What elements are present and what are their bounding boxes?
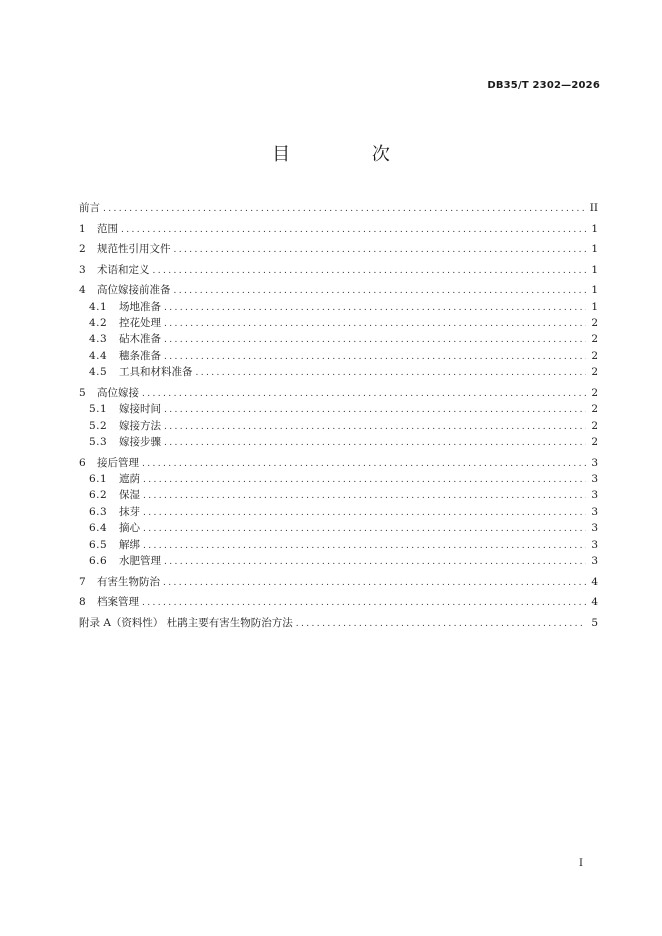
toc-entry-page: 2 <box>591 349 598 362</box>
toc-entry-label: 嫁接步骤 <box>119 436 161 449</box>
document-code: DB35/T 2302—2026 <box>487 80 600 91</box>
toc-entry-label: 抹芽 <box>119 505 140 518</box>
toc-dot-leader <box>164 319 586 329</box>
toc-dot-leader <box>164 438 586 448</box>
toc-entry-page: 2 <box>591 366 598 379</box>
toc-entry-label: 有害生物防治 <box>97 575 160 588</box>
toc-entry[interactable] <box>79 221 598 237</box>
toc-entry[interactable] <box>79 553 598 569</box>
toc-entry-label: 穗条准备 <box>119 349 161 362</box>
toc-dot-leader <box>164 405 586 415</box>
toc-entry-label: 保湿 <box>119 489 140 502</box>
toc-entry-number: 6.3 <box>89 505 108 518</box>
toc-entry[interactable] <box>79 200 598 216</box>
toc-entry-label: 嫁接方法 <box>119 419 161 432</box>
toc-entry-page: 2 <box>591 333 598 346</box>
toc-entry-page: 1 <box>591 243 598 256</box>
toc-entry-page: 2 <box>591 386 598 399</box>
toc-entry[interactable] <box>79 455 598 471</box>
toc-entry-number: 6.4 <box>89 522 108 535</box>
toc-entry-number: 1 <box>79 222 86 235</box>
toc-entry[interactable] <box>79 282 598 298</box>
toc-entry-page: 3 <box>591 538 598 551</box>
toc-dot-leader <box>143 524 586 534</box>
toc-dot-leader <box>164 335 586 345</box>
toc-dot-leader <box>164 557 586 567</box>
toc-entry-number: 4.4 <box>89 349 108 362</box>
toc-entry-label: 控花处理 <box>119 317 161 330</box>
toc-dot-leader <box>142 389 586 399</box>
toc-entry-page: 2 <box>591 419 598 432</box>
toc-entry-page: 4 <box>591 596 598 609</box>
toc-entry-page: 1 <box>591 263 598 276</box>
toc-dot-leader <box>143 508 586 518</box>
toc-entry-label: 术语和定义 <box>97 263 150 276</box>
toc-entry-page: 3 <box>591 489 598 502</box>
toc-entry-number: 5.2 <box>89 419 108 432</box>
toc-entry-page: 4 <box>591 575 598 588</box>
toc-entry-number: 6.2 <box>89 489 108 502</box>
toc-dot-leader <box>143 541 586 551</box>
toc-entry[interactable] <box>79 537 598 553</box>
toc-entry-label: 摘心 <box>119 522 140 535</box>
toc-dot-leader <box>142 459 586 469</box>
toc-entry-page: 1 <box>591 222 598 235</box>
toc-entry-number: 6.1 <box>89 472 108 485</box>
toc-entry[interactable] <box>79 594 598 610</box>
toc-entry-number: 2 <box>79 243 86 256</box>
toc-entry-number: 4 <box>79 284 86 297</box>
toc-entry-page: 5 <box>591 616 598 629</box>
toc-entry-label: 水肥管理 <box>119 554 161 567</box>
toc-title: 目 次 <box>272 144 428 165</box>
toc-entry-label: 档案管理 <box>97 596 139 609</box>
toc-dot-leader <box>121 225 586 235</box>
toc-entry-label: 遮荫 <box>119 472 140 485</box>
toc-dot-leader <box>143 491 586 501</box>
toc-entry-number: 7 <box>79 575 86 588</box>
toc-entry-number: 6 <box>79 456 86 469</box>
toc-entry[interactable] <box>79 504 598 520</box>
toc-dot-leader <box>143 475 586 485</box>
toc-entry[interactable] <box>79 331 598 347</box>
toc-entry[interactable] <box>79 364 598 380</box>
toc-entry-label: 前言 <box>79 202 100 214</box>
toc-entry-label: 解绑 <box>119 538 140 551</box>
toc-entry[interactable] <box>79 385 598 401</box>
toc-entry-page: 3 <box>591 472 598 485</box>
toc-entry-number: 4.2 <box>89 317 108 330</box>
toc-entry-label: 嫁接时间 <box>119 403 161 416</box>
toc-entry[interactable] <box>79 241 598 257</box>
toc-entry[interactable] <box>79 487 598 503</box>
toc-entry[interactable] <box>79 574 598 590</box>
toc-entry-page: 1 <box>591 300 598 313</box>
toc-dot-leader <box>174 245 587 255</box>
toc-entry-page: 3 <box>591 522 598 535</box>
toc-entry-page: 3 <box>591 456 598 469</box>
toc-entry-number: 5.3 <box>89 436 108 449</box>
toc-entry-page: 3 <box>591 554 598 567</box>
toc-dot-leader <box>164 352 586 362</box>
toc-entry-number: 6.5 <box>89 538 108 551</box>
toc-entry-page: 1 <box>591 284 598 297</box>
toc-entry[interactable] <box>79 262 598 278</box>
toc-entry[interactable] <box>79 434 598 450</box>
toc-dot-leader <box>196 368 587 378</box>
toc-entry-number: 5.1 <box>89 403 108 416</box>
toc-dot-leader <box>103 204 586 214</box>
toc-entry[interactable] <box>79 471 598 487</box>
toc-entry-label: 范围 <box>97 222 118 235</box>
toc-entry-label: 附录 A（资料性） 杜鹃主要有害生物防治方法 <box>79 616 293 629</box>
toc-entry-page: II <box>589 202 598 214</box>
table-of-contents <box>79 200 598 631</box>
toc-entry-label: 高位嫁接前准备 <box>97 284 171 297</box>
toc-entry-number: 4.1 <box>89 300 108 313</box>
toc-entry-page: 2 <box>591 436 598 449</box>
toc-entry-page: 2 <box>591 317 598 330</box>
toc-entry-label: 工具和材料准备 <box>119 366 193 379</box>
toc-entry-page: 2 <box>591 403 598 416</box>
toc-entry[interactable] <box>79 315 598 331</box>
toc-entry-number: 8 <box>79 596 86 609</box>
toc-entry-label: 规范性引用文件 <box>97 243 171 256</box>
toc-entry[interactable] <box>79 401 598 417</box>
toc-entry-number: 3 <box>79 263 86 276</box>
toc-entry-label: 场地准备 <box>119 300 161 313</box>
toc-entry-number: 5 <box>79 386 86 399</box>
toc-entry-page: 3 <box>591 505 598 518</box>
toc-entry-label: 高位嫁接 <box>97 386 139 399</box>
toc-entry-label: 砧木准备 <box>119 333 161 346</box>
toc-entry-label: 接后管理 <box>97 456 139 469</box>
toc-entry-number: 6.6 <box>89 554 108 567</box>
toc-entry[interactable] <box>79 520 598 536</box>
toc-dot-leader <box>163 578 586 588</box>
toc-entry[interactable] <box>79 615 598 631</box>
toc-entry[interactable] <box>79 348 598 364</box>
toc-entry[interactable] <box>79 418 598 434</box>
toc-entry-number: 4.5 <box>89 366 108 379</box>
toc-entry[interactable] <box>79 299 598 315</box>
page-number: I <box>579 858 583 869</box>
toc-dot-leader <box>174 286 587 296</box>
toc-dot-leader <box>296 619 586 629</box>
toc-entry-number: 4.3 <box>89 333 108 346</box>
toc-dot-leader <box>164 422 586 432</box>
toc-dot-leader <box>153 266 587 276</box>
toc-dot-leader <box>164 303 586 313</box>
toc-dot-leader <box>142 598 586 608</box>
